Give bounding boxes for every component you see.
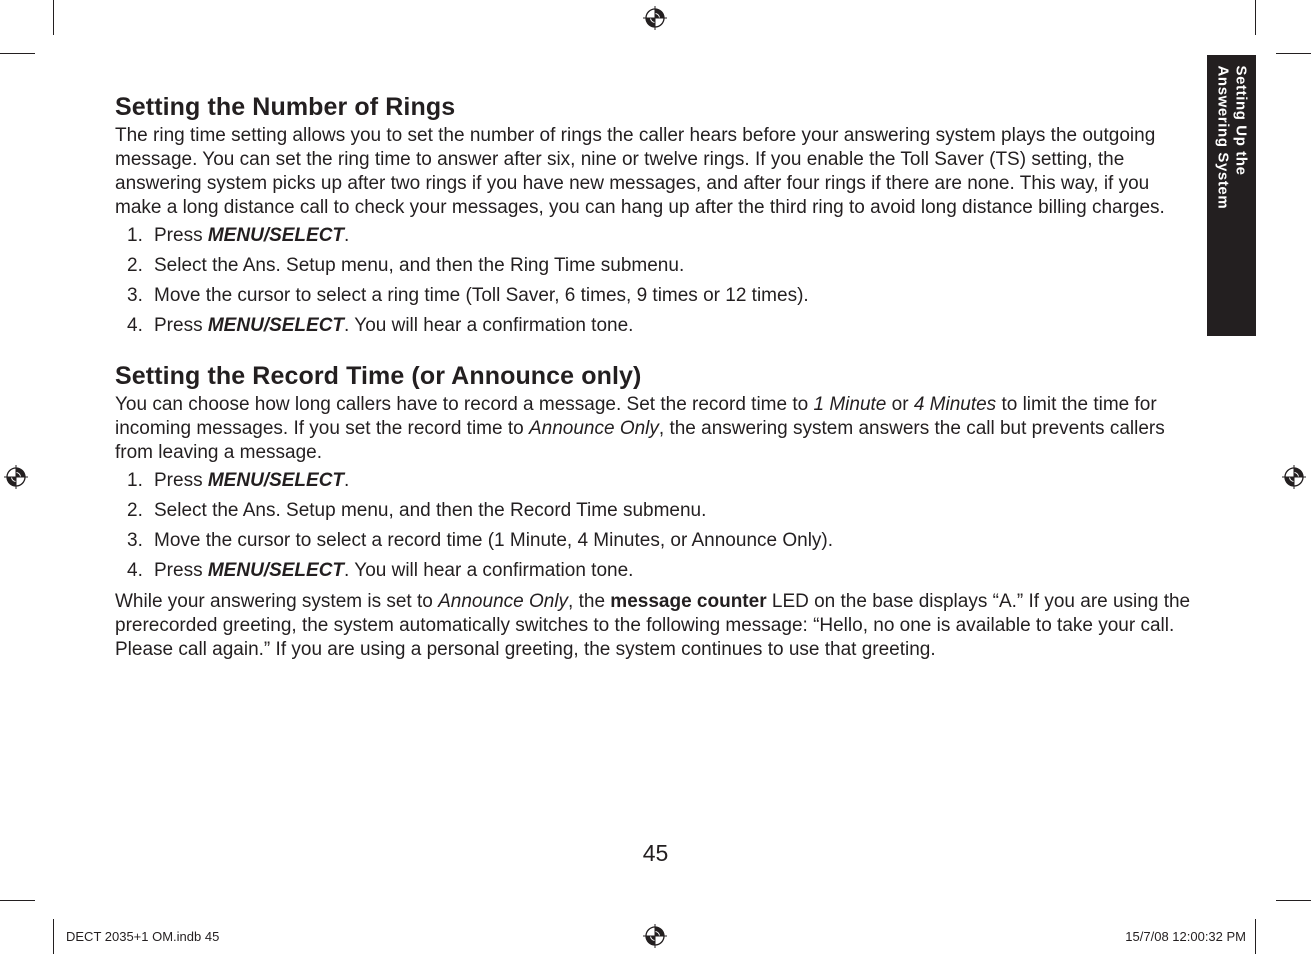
menu-select-key: MENU/SELECT [207, 225, 345, 246]
crop-mark [1255, 0, 1256, 35]
step-item: 2. Select the Ans. Setup menu, and then the Ring Time submenu. [127, 255, 685, 276]
section-heading: Setting the Number of Rings [115, 93, 456, 121]
step-item: 4. Press MENU/SELECT. You will hear a confirmation tone. [127, 560, 634, 581]
section-number-of-rings [115, 90, 1200, 338]
menu-select-key: MENU/SELECT [207, 315, 345, 336]
section-heading: Setting the Record Time (or Announce only) [115, 362, 642, 390]
crop-mark [1276, 900, 1311, 901]
slug-filename: DECT 2035+1 OM.indb 45 [66, 929, 220, 944]
crop-mark [0, 900, 35, 901]
registration-mark-icon [643, 6, 667, 30]
crop-mark [53, 919, 54, 954]
step-item: 3. Move the cursor to select a record time (1 Minute, 4 Minutes, or Announce Only). [127, 530, 834, 551]
section-body: The ring time setting allows you to set the number of rings the caller hears before your answering system plays the outgoing message. You can set the ring time to answer after six, nine or twelve rings. If you enable the Toll Saver (TS) setting, the answering system picks up after two rings if you have new messages, and after four rings if there are none. This way, if you make a long distance call to check your messages, you can hang up after the third ring to avoid long distance billing charges. [115, 125, 1165, 218]
registration-mark-icon [1282, 465, 1306, 489]
step-item: 2. Select the Ans. Setup menu, and then the Record Time submenu. [127, 500, 707, 521]
message-counter-term: message counter [610, 591, 767, 612]
crop-mark [53, 0, 54, 35]
side-tab-line2: Answering System [1214, 65, 1232, 209]
step-item: 3. Move the cursor to select a ring time (Toll Saver, 6 times, 9 times or 12 times). [127, 285, 809, 306]
page-content [115, 90, 1200, 662]
side-tab-line1: Setting Up the [1232, 65, 1250, 176]
page-number: 45 [642, 840, 669, 866]
registration-mark-icon [643, 924, 667, 948]
menu-select-key: MENU/SELECT [207, 470, 345, 491]
crop-mark [0, 53, 35, 54]
step-item: 1. Press MENU/SELECT. [127, 225, 350, 246]
step-item: 1. Press MENU/SELECT. [127, 470, 350, 491]
slug-timestamp: 15/7/08 12:00:32 PM [1125, 929, 1246, 944]
step-list [115, 469, 1200, 583]
step-list [115, 224, 1200, 338]
menu-select-key: MENU/SELECT [207, 560, 345, 581]
section-body: You can choose how long callers have to record a message. Set the record time to 1 Minute or 4 Minutes to limit the time for incoming messages. If you set the record time to Announce Only, the answering system answers the call but prevents callers from leaving a message. [115, 394, 1165, 463]
section-record-time [115, 359, 1200, 662]
closing-paragraph: While your answering system is set to Announce Only, the message counter LED on the base displays “A.” If you are using the prerecorded greeting, the system automatically switches to the following message: “Hello, no one is available to take your call. Please call again.” If you are using a personal greeting, the system continues to use that greeting. [115, 591, 1191, 660]
crop-mark [1276, 53, 1311, 54]
step-item: 4. Press MENU/SELECT. You will hear a confirmation tone. [127, 315, 634, 336]
crop-mark [1255, 919, 1256, 954]
registration-mark-icon [4, 465, 28, 489]
chapter-side-tab [1207, 55, 1256, 336]
